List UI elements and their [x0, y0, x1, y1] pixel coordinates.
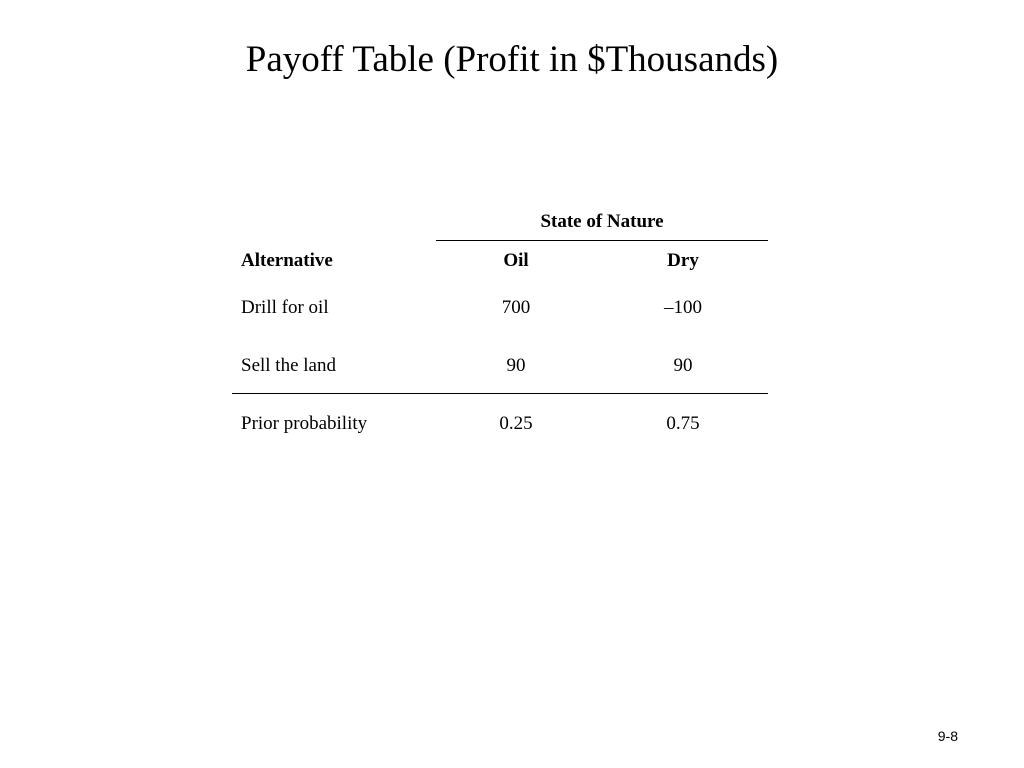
prior-separator-rule	[232, 393, 768, 394]
payoff-table	[232, 200, 768, 460]
slide-title: Payoff Table (Profit in $Thousands)	[245, 39, 779, 80]
row-label-drill: Drill for oil	[241, 297, 329, 318]
dry-header: Dry	[667, 250, 699, 271]
sell-oil-value: 90	[506, 355, 526, 376]
row-label-sell: Sell the land	[241, 355, 336, 376]
prior-oil-value: 0.25	[499, 413, 533, 434]
drill-oil-value: 700	[501, 297, 531, 318]
page-number: 9-8	[937, 728, 958, 744]
oil-header: Oil	[503, 250, 529, 271]
sell-dry-value: 90	[673, 355, 693, 376]
state-of-nature-rule	[436, 240, 768, 241]
prior-dry-value: 0.75	[666, 413, 700, 434]
drill-dry-value: –100	[664, 297, 702, 318]
prior-probability-label: Prior probability	[241, 413, 368, 434]
state-of-nature-header: State of Nature	[540, 211, 664, 232]
alternative-header: Alternative	[241, 250, 333, 271]
